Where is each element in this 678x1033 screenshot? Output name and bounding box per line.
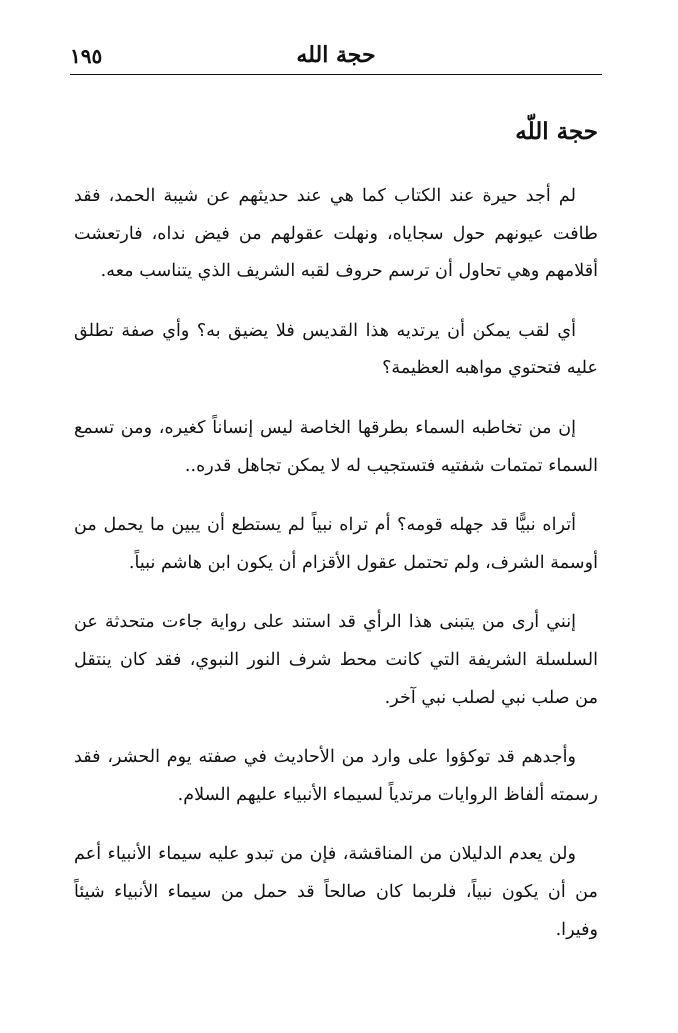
paragraph: أي لقب يمكن أن يرتديه هذا القديس فلا يضيق به؟ وأي صفة تطلق عليه فتحتوي مواهبه العظيمة؟ — [74, 320, 598, 379]
header-divider — [70, 74, 602, 75]
paragraph: وأجدهم قد توكؤوا على وارد من الأحاديث في صفته يوم الحشر، فقد رسمته ألفاظ الروايات مرتدياً لسيماء الأنبياء عليهم السلام. — [74, 747, 598, 805]
paragraph: أتراه نبيًّا قد جهله قومه؟ أم تراه نبياً لم يستطع أن يبين ما يحمل من أوسمة الشرف، ولم تحتمل عقول الأقزام أن يكون ابن هاشم نبياً. — [74, 515, 598, 573]
paragraph: ولن يعدم الدليلان من المناقشة، فإن من تبدو عليه سيماء الأنبياء أعم من أن يكون نبياً، فلربما كان صالحاً قد حمل من سيماء الأنبياء شيئاً وفيرا. — [74, 844, 598, 940]
running-header-title: حجة الله — [296, 42, 376, 68]
running-header — [70, 40, 602, 76]
paragraph: إنني أرى من يتبنى هذا الرأي قد استند على رواية جاءت متحدثة عن السلسلة الشريفة التي كانت محط شرف النور النبوي، فقد كان ينتقل من صلب نبي لصلب نبي آخر. — [74, 612, 598, 708]
page-number: ١٩٥ — [70, 44, 103, 68]
page-content — [74, 112, 598, 971]
paragraph: إن من تخاطبه السماء بطرقها الخاصة ليس إنساناً كغيره، ومن تسمع السماء تمتمات شفتيه فتستجيب له لا يمكن تجاهل قدره.. — [74, 417, 598, 476]
section-title: حجة اللّه — [515, 118, 598, 145]
paragraph: لم أجد حيرة عند الكتاب كما هي عند حديثهم عن شيبة الحمد، فقد طافت عيونهم حول سجاياه، ونهلت عقولهم من فيض نداه، فارتعشت أقلامهم وهي تحاول أن ترسم حروف لقبه الشريف الذي يتناسب معه. — [74, 186, 598, 282]
